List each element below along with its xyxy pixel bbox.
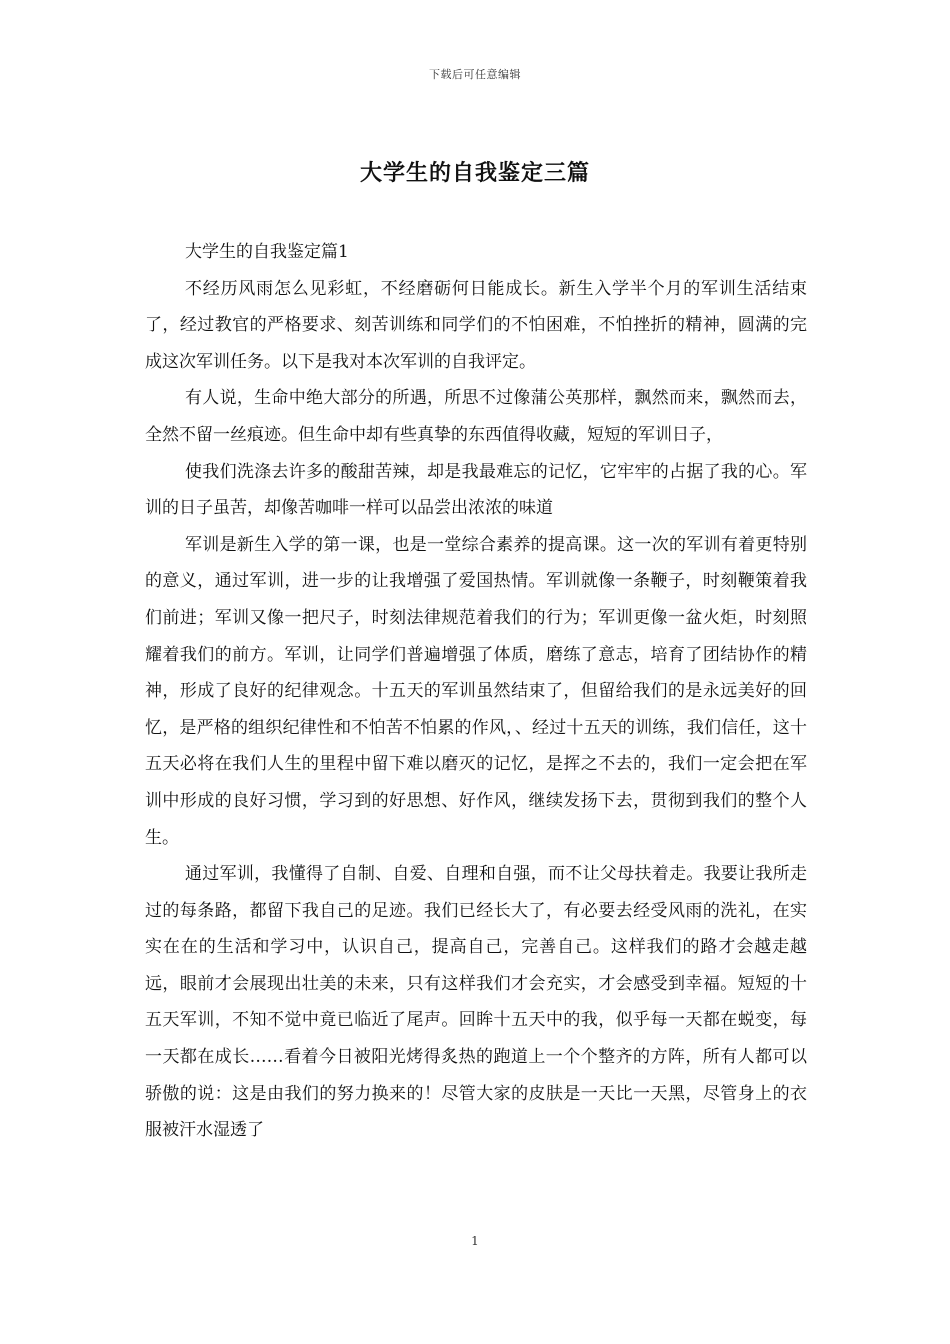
document-body [145, 234, 807, 1149]
paragraph-4: 军训是新生入学的第一课，也是一堂综合素养的提高课。这一次的军训有着更特别的意义，通过军训，进一步的让我增强了爱国热情。军训就像一条鞭子，时刻鞭策着我们前进；军训又像一把尺子，时刻法律规范着我们的行为；军训更像一盆火炬，时刻照耀着我们的前方。军训，让同学们普遍增强了体质，磨练了意志，培育了团结协作的精神，形成了良好的纪律观念。十五天的军训虽然结束了，但留给我们的是永远美好的回忆，是严格的组织纪律性和不怕苦不怕累的作风，、经过十五天的训练，我们信任，这十五天必将在我们人生的里程中留下难以磨灭的记忆，是挥之不去的，我们一定会把在军训中形成的良好习惯，学习到的好思想、好作风，继续发扬下去，贯彻到我们的整个人生。 [145, 534, 807, 848]
document-title: 大学生的自我鉴定三篇 [359, 160, 590, 186]
paragraph-2: 有人说，生命中绝大部分的所遇，所思不过像蒲公英那样，飘然而来，飘然而去，全然不留一丝痕迹。但生命中却有些真挚的东西值得收藏，短短的军训日子， [145, 388, 807, 445]
page-number: 1 [471, 1234, 479, 1248]
paragraph-1: 不经历风雨怎么见彩虹，不经磨砺何日能成长。新生入学半个月的军训生活结束了，经过教官的严格要求、刻苦训练和同学们的不怕困难，不怕挫折的精神，圆满的完成这次军训任务。以下是我对本次军训的自我评定。 [145, 278, 807, 372]
header-note: 下载后可任意编辑 [429, 68, 521, 81]
section-heading: 大学生的自我鉴定篇1 [185, 242, 349, 262]
paragraph-3: 使我们洗涤去许多的酸甜苦辣，却是我最难忘的记忆，它牢牢的占据了我的心。军训的日子虽苦，却像苦咖啡一样可以品尝出浓浓的味道 [145, 461, 807, 519]
paragraph-5: 通过军训，我懂得了自制、自爱、自理和自强，而不让父母扶着走。我要让我所走过的每条路，都留下我自己的足迹。我们已经长大了，有必要去经受风雨的洗礼，在实实在在的生活和学习中，认识自己，提高自己，完善自己。这样我们的路才会越走越远，眼前才会展现出壮美的未来，只有这样我们才会充实，才会感受到幸福。短短的十五天军训，不知不觉中竟已临近了尾声。回眸十五天中的我，似乎每一天都在蜕变，每一天都在成长……看着今日被阳光烤得炙热的跑道上一个个整齐的方阵，所有人都可以骄傲的说：这是由我们的努力换来的！尽管大家的皮肤是一天比一天黑，尽管身上的衣服被汗水湿透了 [145, 864, 807, 1141]
